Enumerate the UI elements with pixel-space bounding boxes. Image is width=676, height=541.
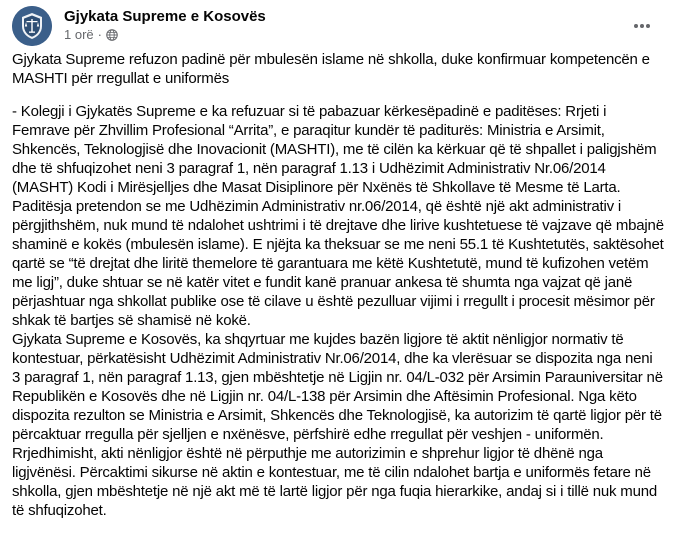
more-options-icon	[632, 16, 652, 36]
court-logo-icon	[12, 6, 52, 46]
page-name-link[interactable]: Gjykata Supreme e Kosovës	[64, 8, 266, 25]
post-timestamp[interactable]: 1 orë	[64, 27, 94, 42]
post-title: Gjykata Supreme refuzon padinë për mbulesën islame në shkolla, duke konfirmuar kompetencën e MASHTI për rregullat e uniformës	[12, 51, 650, 87]
page-avatar[interactable]	[12, 6, 52, 46]
post-meta	[64, 27, 118, 43]
post-header	[12, 6, 664, 46]
post-body	[12, 50, 664, 520]
post-paragraph-2: Gjykata Supreme e Kosovës, ka shqyrtuar me kujdes bazën ligjore të aktit nënligjor normativ të kontestuar, përkatësisht Udhëzimit Administrativ Nr.06/2014, dhe ka vlerësuar se dispozita nga neni 3 paragraf 1, nën paragraf 1.13, gjen mbështetje në Ligjin nr. 04/L-032 për Arsimin Parauniversitar në Republikën e Kosovës dhe në Ligjin nr. 04/L-138 për Arsimin dhe Aftësimin Profesional. Nga këto dispozita rezulton se Ministria e Arsimit, Shkencës dhe Teknologjisë, ka autorizim të qartë ligjor për të përcaktuar rregulla për sjelljen e nxënësve, përfshirë edhe rregullat për veshjen - uniformën. Rrjedhimisht, akti nënligjor është në përputhje me autorizimin e shprehur ligjor të dhënë nga ligjvënësi. Përcaktimi sikurse në aktin e kontestuar, me të cilin ndalohet bartja e uniformës fetare në shkolla, gjen mbështetje në një akt më të lartë ligjor për nga fuqia hierarkike, andaj si i tillë nuk mund të shfuqizohet.	[12, 331, 663, 519]
more-options-button[interactable]	[624, 8, 660, 44]
globe-icon[interactable]	[106, 29, 118, 41]
meta-separator: ·	[97, 27, 102, 42]
post-paragraph-1: - Kolegji i Gjykatës Supreme e ka refuzuar si të pabazuar kërkesëpadinë e paditëses: Rrjeti i Femrave për Zhvillim Profesional “Arrita”, e paraqitur kundër të paditurës: Ministria e Arsimit, Shkencës, Teknologjisë dhe Inovacionit (MASHTI), me të cilën ka kërkuar që të shpallet i paligjshëm dhe të shfuqizohet neni 3 paragraf 1, nën paragraf 1.13 i Udhëzimit Administrativ Nr.06/2014 (MASHT) Kodi i Mirësjelljes dhe Masat Disiplinore për Nxënës të Shkollave të Mesme të Larta. Paditësja pretendon se me Udhëzimin Administrativ nr.06/2014, që është një akt administrativ i përgjithshëm, nuk mund të ndalohet ushtrimi i të drejtave dhe lirive kushtetuese të vajzave që mbajnë shaminë e kokës (mbulesën islame). E njëjta ka theksuar se me neni 55.1 të Kushtetutës, saktësohet qartë se “të drejtat dhe liritë themelore të garantuara me këtë Kushtetutë, mund të kufizohen vetëm me ligj”, duke shtuar se në katër vitet e fundit kanë pranuar ankesa të shumta nga vajzat që janë përjashtuar nga shkollat publike ose të cilave u është pezulluar vijimi i rregullt i procesit mësimor për shkak të bartjes së shamisë në kokë.	[12, 103, 664, 329]
